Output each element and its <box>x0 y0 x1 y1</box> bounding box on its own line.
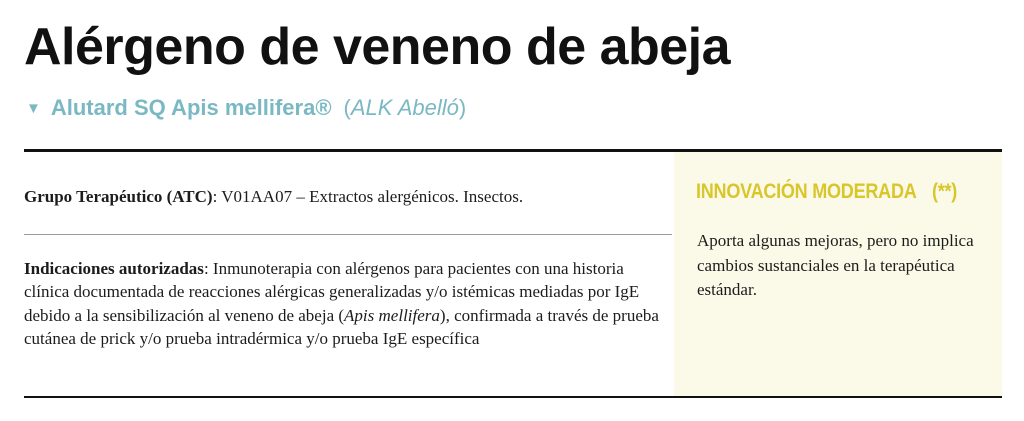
innovation-label: INNOVACIÓN MODERADA <box>696 180 917 203</box>
section-divider <box>24 234 672 235</box>
indicaciones-label: Indicaciones autorizadas <box>24 259 204 278</box>
innovation-rating <box>696 180 957 204</box>
indicaciones-autorizadas: Indicaciones autorizadas: Inmunoterapia con alérgenos para pacientes con una historia clínica documentada de reacciones alérgicas generalizadas y/o istémicas mediadas por IgE debido a la sensibilización al veneno de abeja (Apis mellifera), confirmada a través de prueba cutánea de prick y/o prueba intradérmica y/o prueba IgE específica <box>24 259 659 348</box>
innovation-stars: (**) <box>932 180 958 203</box>
product-subtitle <box>26 92 466 124</box>
company-name: (ALK Abelló) <box>343 95 467 120</box>
product-name: Alutard SQ Apis mellifera® <box>50 95 332 120</box>
page-title: Alérgeno de veneno de abeja <box>24 18 731 76</box>
grupo-value: V01AA07 – Extractos alergénicos. Insectos. <box>217 187 524 206</box>
triangle-down-icon: ▼ <box>26 99 41 117</box>
grupo-label: Grupo Terapéutico (ATC) <box>24 187 213 206</box>
innovation-description: Aporta algunas mejoras, pero no implica cambios sustanciales en la terapéutica estándar. <box>697 231 974 299</box>
bottom-divider <box>24 396 1002 398</box>
species-name: Apis mellifera <box>344 305 440 325</box>
grupo-terapeutico: Grupo Terapéutico (ATC): V01AA07 – Extractos alergénicos. Insectos. <box>24 187 524 206</box>
